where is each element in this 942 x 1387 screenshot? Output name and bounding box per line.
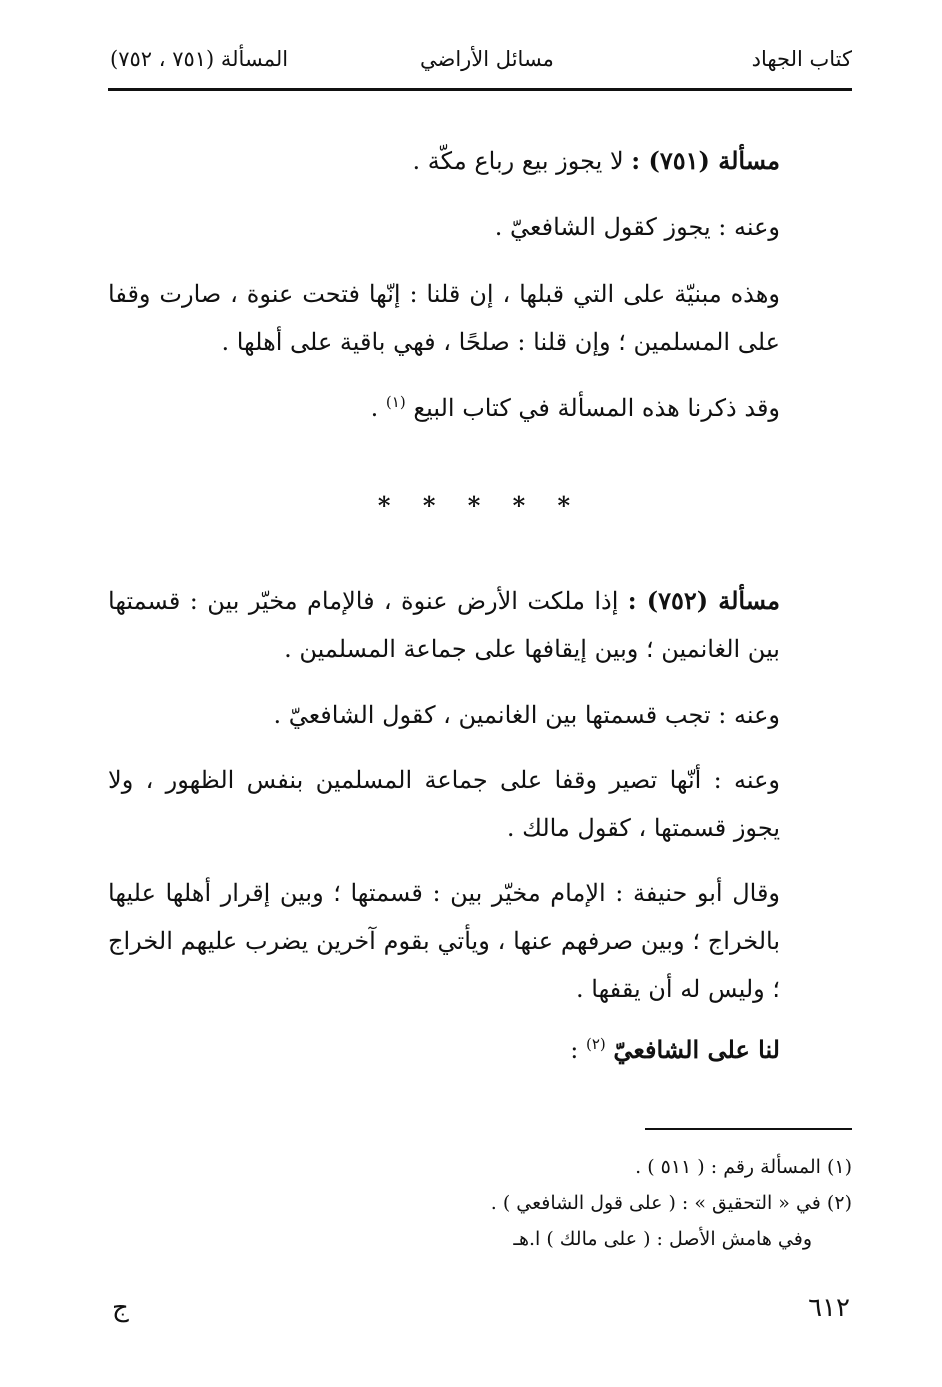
running-header-chapter: كتاب الجهاد [751,47,852,71]
section-separator: * * * * * [377,491,583,520]
footnote-2: (٢) في « التحقيق » : ( على قول الشافعي ) . [490,1192,852,1214]
paragraph-opinion-division: وعنه : تجب قسمتها بين الغانمين ، كقول الشافعيّ . [273,701,780,729]
paragraph-explanation [108,270,852,366]
footnote-ref-1[interactable]: (١) [385,393,406,411]
issue-text-752: إذا ملكت الأرض عنوة ، فالإمام مخيّر بين : قسمتها بين الغانمين ؛ وبين إيقافها على جماعة المسلمين . [108,587,780,663]
issue-heading-752: مسألة (٧٥٢) : [627,586,781,615]
paragraph-opinion-waqf: وعنه : أنّها تصير وقفا على جماعة المسلمين بنفس الظهور ، ولا يجوز قسمتها ، كقول مالك . [108,766,780,842]
footnote-2-continuation: وفي هامش الأصل : ( على مالك ) ا.هـ [513,1228,812,1250]
running-header-issues: المسألة (٧٥١ ، ٧٥٢) [110,47,289,71]
running-header-section: مسائل الأراضي [420,47,554,71]
issue-heading: مسألة (٧٥١) : [631,146,780,175]
reference-text: وقد ذكرنا هذه المسألة في كتاب البيع [413,394,780,422]
paragraph-reference [108,384,852,432]
issue-text: لا يجوز بيع رباع مكّة . [412,147,632,175]
paragraph-alt-opinion: وعنه : يجوز كقول الشافعيّ . [494,213,780,241]
footnote-ref-2[interactable]: (٢) [585,1035,606,1053]
volume-mark: ج [112,1293,129,1323]
reference-end: . [370,394,386,422]
argument-end: : [570,1036,586,1064]
page-number: ٦١٢ [808,1293,850,1323]
header-rule [108,88,852,91]
paragraph-argument [108,1026,852,1074]
paragraph-issue-752 [108,577,852,673]
footnote-rule [645,1128,852,1130]
explanation-text: وهذه مبنيّة على التي قبلها ، إن قلنا : إنّها فتحت عنوة ، صارت وقفا على المسلمين ؛ وإن قلنا : صلحًا ، فهي باقية على أهلها . [108,280,780,356]
footnote-1: (١) المسألة رقم : ( ٥١١ ) . [635,1156,852,1178]
paragraph-issue-751 [108,137,852,185]
argument-heading: لنا على الشافعيّ [613,1035,780,1064]
paragraph-abu-hanifa: وقال أبو حنيفة : الإمام مخيّر بين : قسمتها ؛ وبين إقرار أهلها عليها بالخراج ؛ وبين صرفهم عنها ، ويأتي بقوم آخرين يضرب عليهم الخراج ؛ وليس له أن يقفها . [108,879,780,1003]
